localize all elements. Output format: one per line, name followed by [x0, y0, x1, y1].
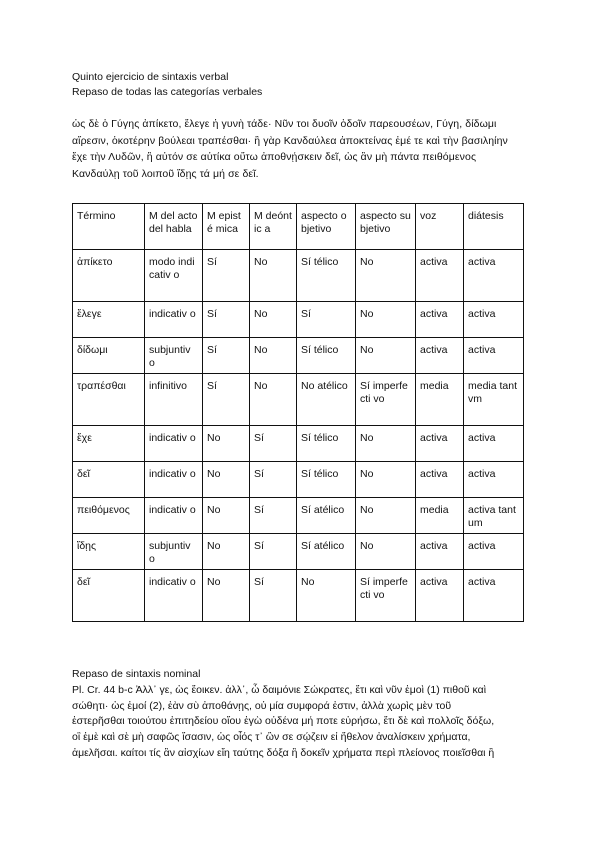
table-cell: Sí atélico: [297, 534, 356, 570]
greek-line: αἵρεσιν, ὁκοτέρην βούλεαι τραπέσθαι· ἢ γὰρ Κανδαύλεα ἀποκτείνας ἐμέ τε καὶ τὴν βασιληίην: [72, 134, 508, 147]
header-cell: M episté mica: [203, 204, 250, 250]
table-cell: activa: [464, 338, 524, 374]
table-cell: No: [203, 462, 250, 498]
table-cell: No: [203, 570, 250, 622]
table-cell: Sí atélico: [297, 498, 356, 534]
table-cell: activa: [464, 570, 524, 622]
table-cell: modo indicativ o: [145, 250, 203, 302]
table-cell: No: [356, 302, 416, 338]
table-cell: No: [203, 534, 250, 570]
table-cell: Sí: [203, 338, 250, 374]
table-row: [73, 338, 524, 374]
greek-passage: [72, 116, 542, 182]
section-heading: Repaso de sintaxis nominal: [72, 668, 201, 680]
table-cell: δίδωμι: [73, 338, 145, 374]
table-cell: indicativ o: [145, 302, 203, 338]
table-cell: Sí: [250, 426, 297, 462]
table-cell: No: [297, 570, 356, 622]
table-cell: indicativ o: [145, 462, 203, 498]
table-row: [73, 250, 524, 302]
table-cell: Sí télico: [297, 462, 356, 498]
table-cell: media: [416, 498, 464, 534]
table-cell: No: [203, 426, 250, 462]
table-cell: τραπέσθαι: [73, 374, 145, 426]
passage-line: σώθητι· ὡς ἐμοί (2), ἐὰν σὺ ἀποθάνῃς, οὐ μία συμφορά ἐστιν, ἀλλὰ χωρὶς μὲν τοῦ: [72, 699, 452, 712]
exercise-subtitle: Repaso de todas las categorías verbales: [72, 86, 263, 98]
table-cell: indicativ o: [145, 498, 203, 534]
table-row: [73, 570, 524, 622]
table-cell: activa: [416, 570, 464, 622]
table-cell: activa: [464, 302, 524, 338]
table-row: [73, 498, 524, 534]
title-block: [72, 70, 262, 100]
greek-line: ὡς δὲ ὁ Γύγης ἀπίκετο, ἔλεγε ἡ γυνὴ τάδε· Νῦν τοι δυοῖν ὁδοῖν παρεουσέων, Γύγη, δίδωμι: [72, 118, 497, 130]
table-cell: activa: [416, 250, 464, 302]
table-cell: activa: [416, 534, 464, 570]
header-cell: aspecto subjetivo: [356, 204, 416, 250]
table-cell: No: [356, 498, 416, 534]
table-cell: ἔχε: [73, 426, 145, 462]
verbal-syntax-table: [72, 203, 524, 622]
passage-line: ἀμελῆσαι. καίτοι τίς ἂν αἰσχίων εἴη ταύτης δόξα ἢ δοκεῖν χρήματα περὶ πλείονος ποιεῖσθαι ἢ: [72, 746, 495, 759]
table-cell: No: [356, 534, 416, 570]
table-cell: Sí: [250, 534, 297, 570]
table-cell: Sí: [203, 302, 250, 338]
table-cell: media tantvm: [464, 374, 524, 426]
header-cell: M del acto del habla: [145, 204, 203, 250]
header-cell: diátesis: [464, 204, 524, 250]
table-cell: Sí: [203, 250, 250, 302]
table-cell: activa: [416, 426, 464, 462]
table-cell: subjuntiv o: [145, 534, 203, 570]
table-cell: ἀπίκετο: [73, 250, 145, 302]
table-cell: activa: [416, 338, 464, 374]
table-cell: No: [250, 250, 297, 302]
table-cell: No: [203, 498, 250, 534]
table-cell: No: [250, 302, 297, 338]
table-cell: Sí: [250, 462, 297, 498]
table-cell: Sí télico: [297, 338, 356, 374]
table-cell: Sí télico: [297, 250, 356, 302]
table-cell: δεῖ: [73, 462, 145, 498]
header-cell: Término: [73, 204, 145, 250]
table-cell: ἴδῃς: [73, 534, 145, 570]
header-cell: voz: [416, 204, 464, 250]
table-cell: No: [356, 250, 416, 302]
table-cell: Sí imperfecti vo: [356, 570, 416, 622]
table-cell: No: [356, 462, 416, 498]
table-header-row: [73, 204, 524, 250]
table-cell: πειθόμενος: [73, 498, 145, 534]
table-cell: activa: [464, 426, 524, 462]
exercise-title: Quinto ejercicio de sintaxis verbal: [72, 71, 229, 83]
table-cell: Sí: [250, 570, 297, 622]
header-cell: aspecto objetivo: [297, 204, 356, 250]
table-cell: Sí télico: [297, 426, 356, 462]
table-cell: δεῖ: [73, 570, 145, 622]
table-row: [73, 302, 524, 338]
table-cell: No: [356, 426, 416, 462]
passage-line: οἳ ἐμὲ καὶ σὲ μὴ σαφῶς ἴσασιν, ὡς οἷός τ᾽ ὢν σε σῴζειν εἰ ἤθελον ἀναλίσκειν χρήματα,: [72, 731, 471, 744]
table-row: [73, 426, 524, 462]
table-row: [73, 462, 524, 498]
passage-line: Pl. Cr. 44 b-c Ἀλλ᾽ γε, ὡς ἔοικεν. ἀλλ᾽, ὦ δαιμόνιε Σώκρατες, ἔτι καὶ νῦν ἐμοὶ (1) πιθοῦ καὶ: [72, 683, 487, 696]
table-cell: media: [416, 374, 464, 426]
table-cell: infinitivo: [145, 374, 203, 426]
table-cell: Sí: [297, 302, 356, 338]
table-cell: activa: [464, 250, 524, 302]
table-cell: ἔλεγε: [73, 302, 145, 338]
table-cell: subjuntiv o: [145, 338, 203, 374]
table-cell: Sí: [203, 374, 250, 426]
table-cell: No: [356, 338, 416, 374]
table-cell: activa: [464, 462, 524, 498]
table-cell: Sí imperfecti vo: [356, 374, 416, 426]
greek-line: Κανδαύλῃ τοῦ λοιποῦ ἴδῃς τά μή σε δεῖ.: [72, 167, 259, 180]
table-cell: indicativ o: [145, 426, 203, 462]
table-cell: activa tantum: [464, 498, 524, 534]
table-cell: Sí: [250, 498, 297, 534]
table-cell: activa: [416, 462, 464, 498]
table-cell: indicativ o: [145, 570, 203, 622]
passage-line: ἐστερῆσθαι τοιούτου ἐπιτηδείου οἵου ἐγὼ οὐδένα μή ποτε εὑρήσω, ἔτι δὲ καὶ πολλοῖς δόξω,: [72, 715, 495, 728]
table-cell: No atélico: [297, 374, 356, 426]
nominal-syntax-section: [72, 667, 542, 762]
header-cell: M deóntic a: [250, 204, 297, 250]
table-row: [73, 534, 524, 570]
table-row: [73, 374, 524, 426]
table-cell: activa: [464, 534, 524, 570]
table-cell: No: [250, 374, 297, 426]
greek-line: ἔχε τὴν Λυδῶν, ἢ αὐτόν σε αὐτίκα οὕτω ἀποθνῄσκειν δεῖ, ὡς ἂν μὴ πάντα πειθόμενος: [72, 151, 477, 163]
table-cell: activa: [416, 302, 464, 338]
table-cell: No: [250, 338, 297, 374]
